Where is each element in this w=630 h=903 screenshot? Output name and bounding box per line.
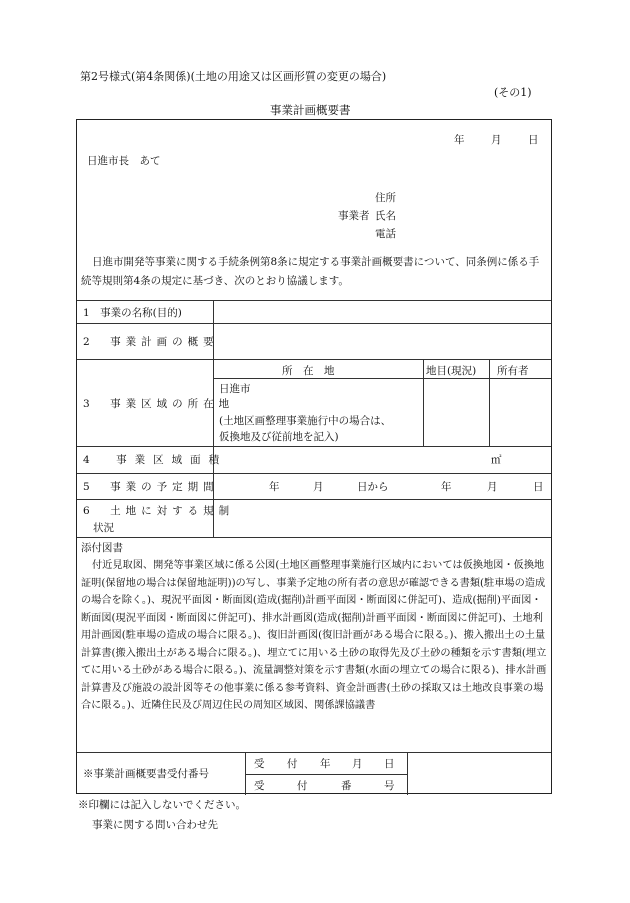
- receipt-row2-2: 付: [297, 780, 308, 792]
- addressee: 日進市長 あて: [87, 155, 161, 167]
- receipt-row1-1: 受: [254, 758, 265, 770]
- intro-text: 日進市開発等事業に関する手続条例第8条に規定する事業計画概要書について、同条例に係る手続等規則第4条の規定に基づき、次のとおり協議します。: [81, 256, 540, 287]
- receipt-row1-3: 年: [320, 758, 331, 770]
- row-divider: [77, 446, 551, 447]
- schedule-year1: 年: [269, 481, 280, 493]
- item-overview-label: 2 事業計画の概要: [83, 336, 219, 348]
- receipt-row1-5: 日: [384, 758, 395, 770]
- row-divider: [213, 378, 551, 379]
- item-land-regulation-label-2: 状況: [93, 522, 114, 534]
- contact-label: 事業に関する問い合わせ先: [92, 819, 218, 831]
- row-divider: [77, 323, 551, 324]
- location-note-1: (土地区画整理事業施行中の場合は、: [219, 415, 392, 427]
- form-header: 第2号様式(第4条関係)(土地の用途又は区画形質の変更の場合): [80, 70, 387, 83]
- location-city: 日進市: [219, 383, 251, 395]
- receipt-row2-3: 番: [341, 780, 352, 792]
- row-divider: [77, 473, 551, 474]
- col-location-header: 所 在 地: [282, 365, 335, 377]
- area-unit: ㎡: [491, 454, 502, 466]
- col-owner-header: 所有者: [497, 365, 529, 377]
- attachments-text: 付近見取図、開発等事業区域に係る公図(土地区画整理事業施行区域内においては仮換地図・仮換地証明(保留地の場合は保留地証明))の写し、事業予定地の所有者の意思が確認できる書類(駐車場の造成の場合を除く。)、現況平面図・断面図(造成(掘削)計画平面図・断面図に併記可)、造成(掘削)平面図・断面図(現況平面図・断面図に併記可)、排水計画図(造成(掘削)計画平面図・断面図に併記可)、土地利用計画図(駐車場の造成の場合に限る。)、復旧計画図(復旧計画がある場合に限る。)、搬入搬出土の土量計算書(搬入搬出土がある場合に限る。)、埋立てに用いる土砂の取得先及び土砂の種類を示す書類(埋立てに用いる土砂がある場合に限る。)、流量調整対策を示す書類(水面の埋立ての場合に限る)、排水計画計算書及び施設の設計図等その他事業に係る参考資料、資金計画書(土砂の採取又は土地改良事業の場合に限る。)、近隣住民及び周辺住民の周知区域図、関係課協議書: [81, 560, 547, 711]
- col-divider: [489, 359, 490, 446]
- col-divider: [407, 752, 408, 795]
- date-month-label: 月: [491, 134, 502, 146]
- item-area-label: 4 事業区域面積: [83, 454, 228, 466]
- date-year-label: 年: [454, 134, 465, 146]
- applicant-label: 事業者: [338, 210, 370, 222]
- applicant-name-label: 氏名: [375, 210, 396, 222]
- item-location-label: 3 事業区域の所在地: [83, 398, 235, 410]
- receipt-number-label: ※事業計画概要書受付番号: [83, 768, 209, 780]
- location-note-2: 仮換地及び従前地を記入): [219, 431, 339, 443]
- schedule-month1: 月: [313, 481, 324, 493]
- receipt-row2-1: 受: [254, 780, 265, 792]
- footnote: ※印欄には記入しないでください。: [78, 799, 246, 811]
- applicant-address-label: 住所: [375, 192, 396, 204]
- col-divider: [423, 359, 424, 446]
- attachments-title: 添付図書: [81, 542, 123, 554]
- row-divider: [77, 537, 551, 538]
- col-divider: [245, 752, 246, 795]
- applicant-phone-label: 電話: [375, 228, 396, 240]
- row-divider: [77, 300, 551, 301]
- col-landtype-header: 地目(現況): [426, 365, 477, 377]
- item-schedule-label: 5 事業の予定期間: [83, 481, 219, 493]
- item-land-regulation-label: 6 土地に対する規制: [83, 505, 235, 517]
- receipt-row2-4: 号: [384, 780, 395, 792]
- row-divider: [77, 752, 551, 753]
- row-divider: [77, 359, 551, 360]
- row-divider: [77, 499, 551, 500]
- form-frame: [76, 119, 552, 794]
- schedule-from: 日から: [357, 481, 389, 493]
- item-name-label: 1 事業の名称(目的): [83, 307, 182, 319]
- date-day-label: 日: [528, 134, 539, 146]
- sub-number: (その1): [494, 86, 532, 99]
- schedule-day2: 日: [533, 481, 544, 493]
- row-divider: [245, 774, 407, 775]
- schedule-month2: 月: [487, 481, 498, 493]
- schedule-year2: 年: [441, 481, 452, 493]
- receipt-row1-2: 付: [287, 758, 298, 770]
- receipt-row1-4: 月: [352, 758, 363, 770]
- form-title: 事業計画概要書: [270, 103, 351, 117]
